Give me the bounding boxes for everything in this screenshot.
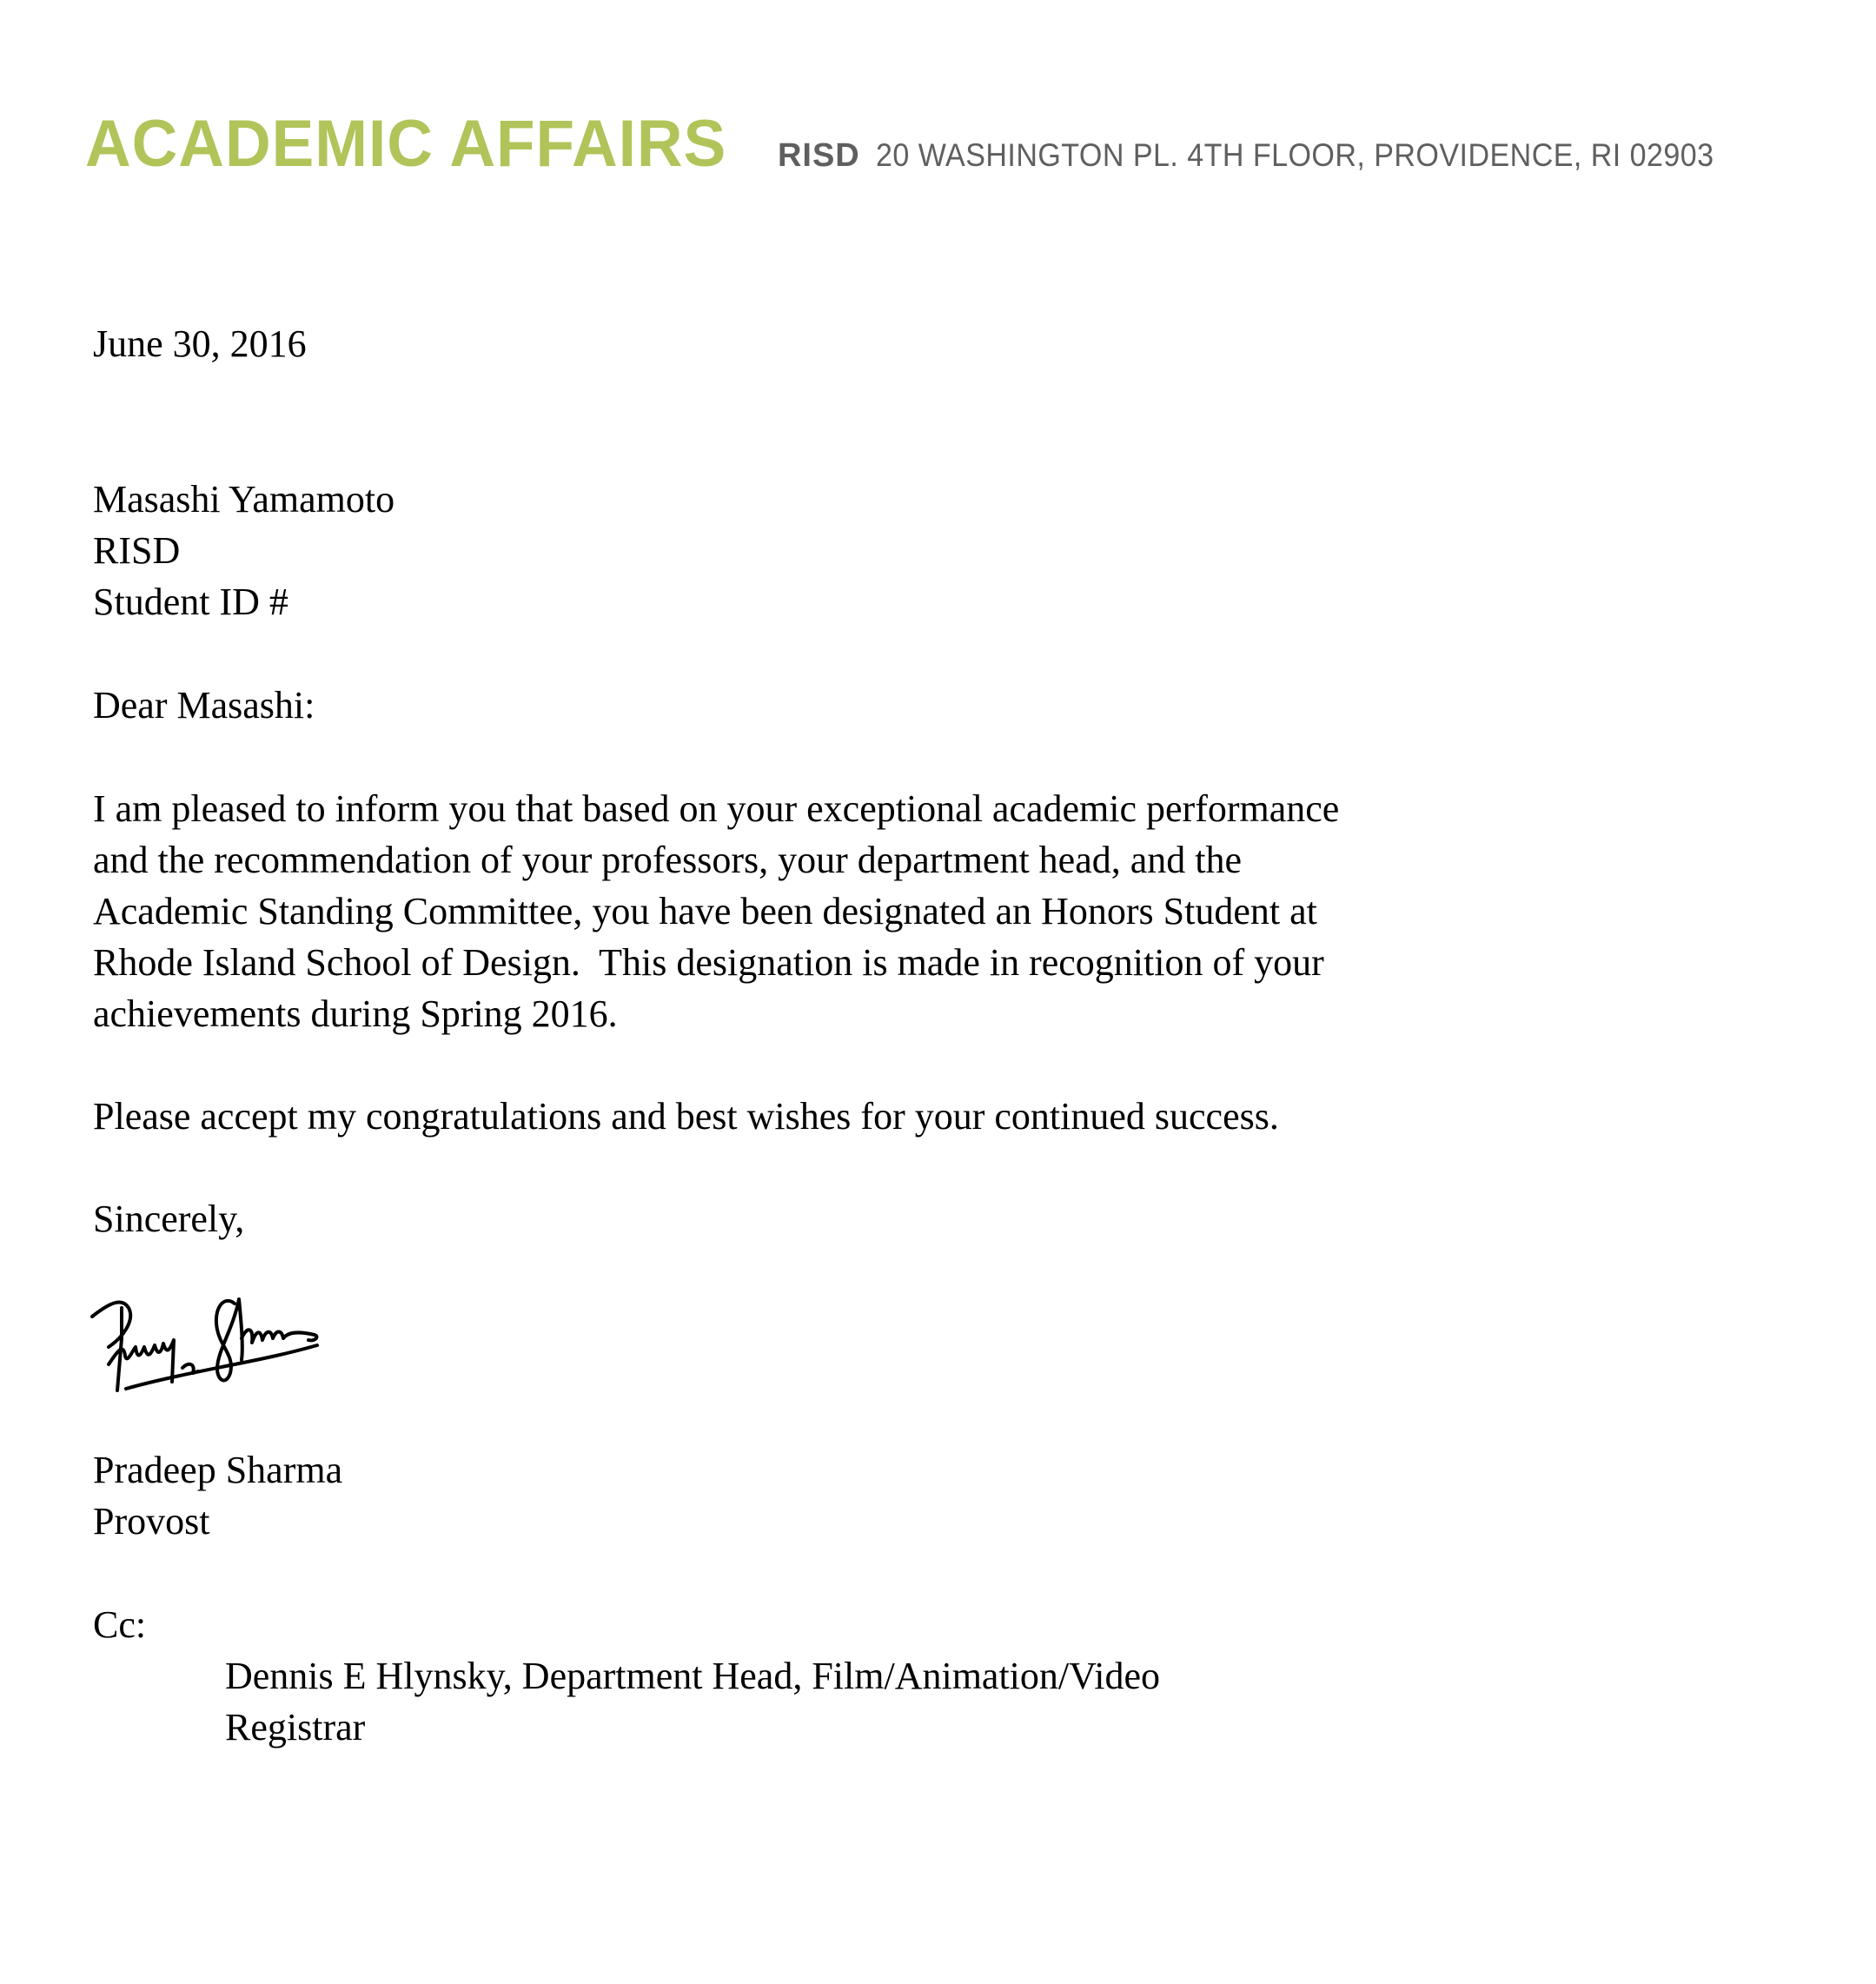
body-line: and the recommendation of your professors, your department head, and the <box>93 839 1243 881</box>
body-paragraph-2: Please accept my congratulations and best wishes for your continued success. <box>93 1095 1279 1138</box>
salutation: Dear Masashi: <box>93 684 315 727</box>
body-line: I am pleased to inform you that based on your exceptional academic performance <box>93 787 1340 830</box>
signer-name: Pradeep Sharma <box>93 1449 343 1491</box>
letterhead-org: RISD <box>777 137 860 174</box>
letterhead-address: 20 WASHINGTON PL. 4TH FLOOR, PROVIDENCE, RI 02903 <box>875 137 1714 173</box>
cc-recipient: Registrar <box>225 1706 366 1748</box>
cc-recipient: Dennis E Hlynsky, Department Head, Film/Animation/Video <box>225 1655 1161 1697</box>
recipient-institution: RISD <box>93 529 181 572</box>
body-paragraph-1 <box>93 783 1339 1039</box>
body-line: Academic Standing Committee, you have been designated an Honors Student at <box>93 890 1317 932</box>
letterhead <box>85 106 1787 182</box>
letterhead-title: ACADEMIC AFFAIRS <box>85 107 727 181</box>
letter-date: June 30, 2016 <box>93 322 307 365</box>
body-line: Rhode Island School of Design. This designation is made in recognition of your <box>93 941 1324 984</box>
signature-icon <box>87 1277 348 1434</box>
body-line: achievements during Spring 2016. <box>93 992 618 1035</box>
recipient-name: Masashi Yamamoto <box>93 478 395 521</box>
recipient-student-id: Student ID # <box>93 581 288 623</box>
closing: Sincerely, <box>93 1198 245 1240</box>
signer-title: Provost <box>93 1500 210 1543</box>
cc-label: Cc: <box>93 1603 147 1646</box>
